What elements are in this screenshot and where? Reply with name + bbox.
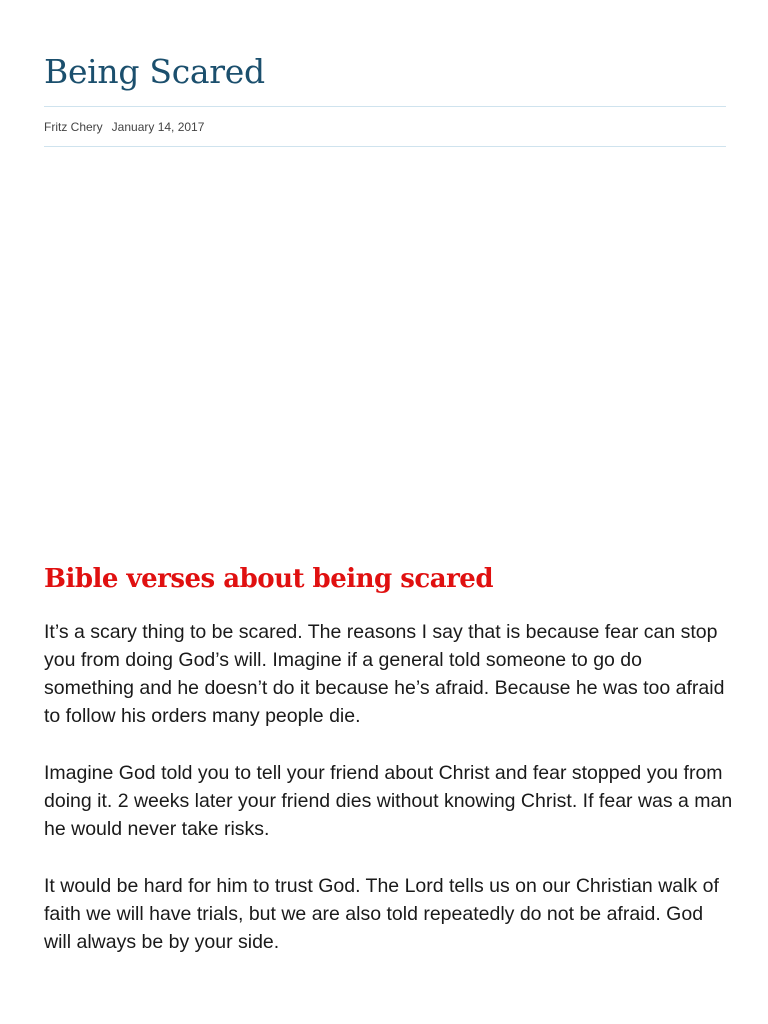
section-heading: Bible verses about being scared [44,564,494,594]
post-meta [44,119,204,135]
paragraph: It would be hard for him to trust God. The Lord tells us on our Christian walk of faith we will have trials, but we are also told repeatedly do not be afraid. God will always be by your side. [44,875,719,953]
paragraph: Imagine God told you to tell your friend about Christ and fear stopped you from doing it. 2 weeks later your friend dies without knowing Christ. If fear was a man he would never take risks. [44,762,733,840]
post-date: January 14, 2017 [111,120,205,134]
paragraph: It’s a scary thing to be scared. The reasons I say that is because fear can stop you from doing God’s will. Imagine if a general told someone to go do something and he doesn’t do it because he’s afraid. Because he was too afraid to follow his orders many people die. [44,621,725,727]
post-title: Being Scared [44,52,265,91]
header-divider-top [44,106,726,107]
media-placeholder [44,160,726,540]
author-link[interactable]: Fritz Chery [44,120,103,134]
article-body [44,618,734,985]
header-divider-bottom [44,146,726,147]
